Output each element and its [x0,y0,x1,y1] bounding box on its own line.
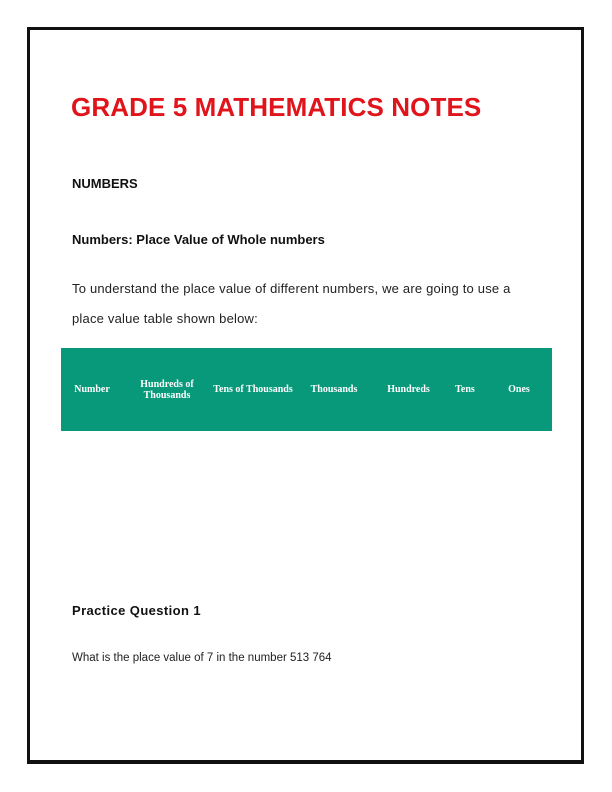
table-header-row [61,348,552,431]
section-heading: NUMBERS [72,176,138,191]
header-thousands: Thousands [310,384,358,395]
intro-paragraph: To understand the place value of different numbers, we are going to use a place value table shown below: [72,281,511,326]
header-number: Number [74,384,110,395]
practice-question: What is the place value of 7 in the number 513 764 [72,652,332,664]
header-tens-of-thousands: Tens of Thousands [213,384,293,395]
header-hundreds-of-thousands: Hundreds of Thousands [140,378,194,401]
header-hundreds: Hundreds [387,384,430,395]
page-title: GRADE 5 MATHEMATICS NOTES [71,92,482,122]
header-tens: Tens [455,384,475,395]
sub-heading: Numbers: Place Value of Whole numbers [72,232,325,247]
place-value-table [61,348,552,431]
practice-heading: Practice Question 1 [72,603,201,618]
header-ones: Ones [508,384,530,395]
